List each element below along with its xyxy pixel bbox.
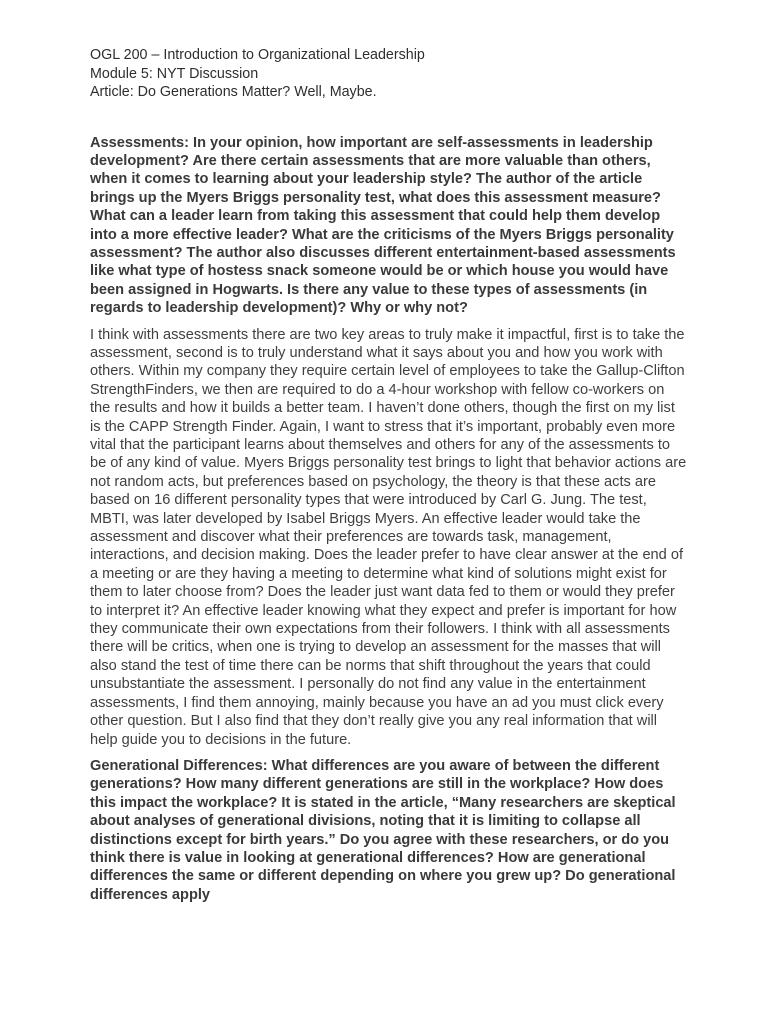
- generational-differences-question: Generational Differences: What differences are you aware of between the different generations? How many different generations are still in the workplace? How does this impact the workplace? It is stated in the article, “Many researchers are skeptical about analyses of generational divisions, noting that it is limiting to collapse all distinctions except for birth years.” Do you agree with these researchers, or do you think there is value in looking at generational differences? How are generational differences the same or different depending on where you grew up? Do generational differences apply: [90, 757, 676, 903]
- module-title: Module 5: NYT Discussion: [90, 65, 259, 82]
- assessments-question: Assessments: In your opinion, how important are self-assessments in leadership development? Are there certain assessments that are more valuable than others, when it comes to learning about your leadership style? The author of the article brings up the Myers Briggs personality test, what does this assessment measure? What can a leader learn from taking this assessment that could help them develop into a more effective leader? What are the criticisms of the Myers Briggs personality assessment? The author also discusses different entertainment-based assessments like what type of hostess snack someone would be or which house you would have been assigned in Hogwarts. Is there any value to these types of assessments (in regards to leadership development)? Why or why not?: [90, 134, 676, 317]
- course-title: OGL 200 – Introduction to Organizational Leadership: [90, 47, 425, 63]
- assessments-answer: I think with assessments there are two key areas to truly make it impactful, first is to take the assessment, second is to truly understand what it says about you and how you work with others. Within my company they require certain level of employees to take the Gallup-Clifton StrengthFinders, we then are required to do a 4-hour workshop with fellow co-workers on the results and how it builds a better team. I haven’t done others, though the first on my list is the CAPP Strength Finder. Again, I want to stress that it’s important, probably even more vital that the participant learns about themselves and others for any of the assessments to be of any kind of value. Myers Briggs personality test brings to light that behavior actions are not random acts, but preferences based on psychology, the theory is that these acts are based on 16 different personality types that were introduced by Carl G. Jung. The test, MBTI, was later developed by Isabel Briggs Myers. An effective leader would take the assessment and discover what their preferences are towards task, management, interactions, and decision making. Does the leader prefer to have clear answer at the end of a meeting or are they having a meeting to determine what kind of solutions might exist for them to later choose from? Does the leader just want data fed to them or would they prefer to interpret it? An effective leader knowing what they expect and prefer is important for how they communicate their own expectations from their followers. I think with all assessments there will be critics, when one is trying to develop an assessment for the masses that will also stand the test of time there can be norms that shift throughout the years that could unsubstantiate the assessment. I personally do not find any value in the entertainment assessments, I find them annoying, mainly because you have an ad you must click every other question. But I also find that they don’t really give you any real information that will help guide you to decisions in the future.: [90, 326, 687, 748]
- article-title: Article: Do Generations Matter? Well, Maybe.: [90, 84, 377, 100]
- document-header: [90, 46, 688, 102]
